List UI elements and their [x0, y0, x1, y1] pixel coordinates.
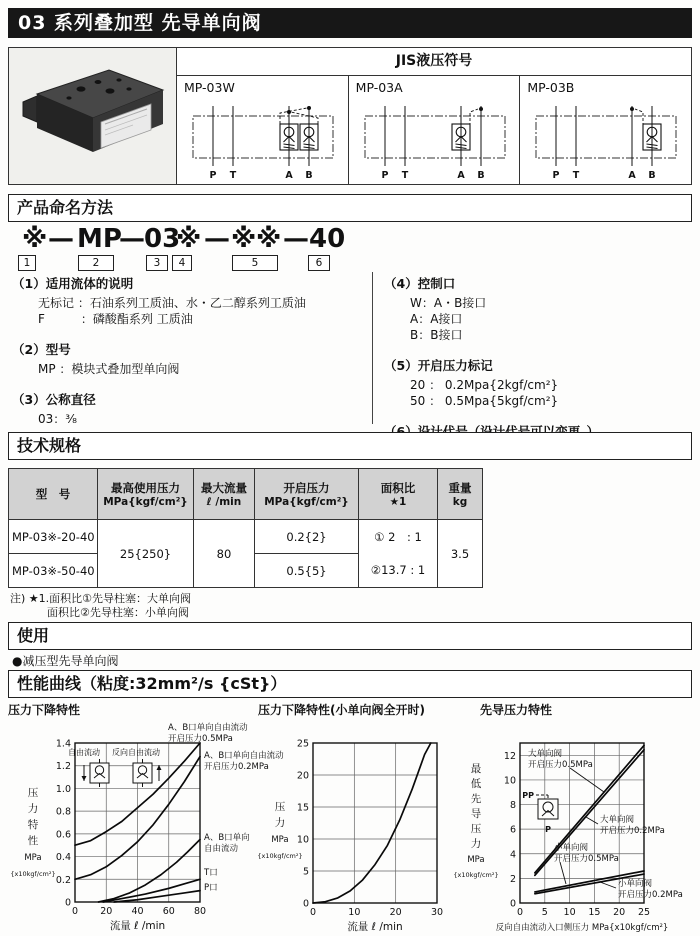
jis-model-label: MP-03W — [184, 80, 235, 95]
svg-text:开启压力0.5MPa: 开启压力0.5MPa — [554, 854, 619, 864]
chart-pressure-drop — [0, 718, 290, 936]
cell-model: MP-03※-20-40 — [9, 520, 98, 554]
code-segment: 40 — [309, 224, 346, 254]
svg-text:导: 导 — [470, 808, 482, 820]
svg-text:5: 5 — [302, 866, 309, 878]
svg-text:压: 压 — [274, 801, 286, 813]
cell-weight: 3.5 — [438, 520, 483, 588]
svg-text:20: 20 — [389, 907, 402, 918]
svg-text:P口: P口 — [204, 883, 218, 893]
svg-text:10: 10 — [348, 907, 361, 918]
svg-text:8: 8 — [509, 800, 516, 812]
svg-text:0: 0 — [516, 907, 524, 918]
section-header-naming: 产品命名方法 — [8, 194, 692, 222]
naming-item-line: B：B接口 — [410, 328, 463, 342]
spec-table — [8, 468, 483, 588]
naming-item-label: （4）控制口 — [384, 276, 456, 291]
code-segment: — — [283, 224, 309, 254]
code-segment: — — [204, 224, 230, 254]
svg-text:性: 性 — [27, 835, 39, 847]
svg-text:开启压力0.2MPa: 开启压力0.2MPa — [204, 762, 269, 772]
svg-text:6: 6 — [509, 824, 516, 836]
naming-items-right — [384, 274, 688, 453]
svg-text:自由流动: 自由流动 — [204, 844, 239, 854]
naming-item-label: （2）型号 — [12, 342, 71, 357]
naming-item-line: W：A・B接口 — [410, 296, 487, 310]
cell-model: MP-03※-50-40 — [9, 554, 98, 588]
hydraulic-symbol-mp03w-icon — [177, 96, 349, 184]
code-box-2: 2 — [78, 255, 114, 271]
svg-text:B: B — [305, 170, 313, 181]
svg-text:10: 10 — [503, 775, 516, 787]
svg-text:大单向阀: 大单向阀 — [528, 749, 563, 759]
code-segment: ※ — [231, 224, 257, 254]
svg-text:A: A — [628, 170, 637, 181]
naming-item-line: F ：磷酸酯系列 工质油 — [38, 312, 193, 326]
svg-text:压: 压 — [27, 787, 39, 799]
svg-text:最: 最 — [470, 763, 482, 775]
svg-text:1.2: 1.2 — [55, 761, 71, 773]
svg-text:0.4: 0.4 — [55, 852, 71, 864]
svg-text:特: 特 — [27, 819, 39, 831]
product-photo — [9, 48, 177, 184]
code-box-6: 6 — [308, 255, 330, 271]
svg-text:MPa: MPa — [467, 855, 485, 865]
cell-cracking: 0.5{5} — [255, 554, 359, 588]
section-header-usage: 使用 — [8, 622, 692, 650]
svg-text:A: A — [285, 170, 293, 181]
svg-text:0: 0 — [509, 898, 516, 910]
jis-cell-mp03a — [349, 76, 521, 184]
svg-text:1.0: 1.0 — [55, 783, 71, 795]
naming-item-line: 无标记 ：石油系列工质油、水・乙二醇系列工质油 — [38, 296, 306, 310]
svg-text:P: P — [552, 170, 560, 181]
svg-text:A、B口单向: A、B口单向 — [204, 833, 250, 843]
svg-text:反向自由流动入口侧压力 MPa{x10kgf/cm²}: 反向自由流动入口侧压力 MPa{x10kgf/cm²} — [495, 923, 669, 933]
svg-text:力: 力 — [274, 817, 286, 829]
chart-pressure-drop-full-open — [253, 718, 468, 936]
svg-text:2: 2 — [509, 873, 516, 885]
svg-text:A: A — [456, 170, 465, 181]
code-segment: — — [48, 224, 74, 254]
col-header-max-flow: 最大流量 ℓ /min — [194, 469, 255, 520]
svg-text:自由流动: 自由流动 — [68, 748, 100, 757]
svg-text:{x10kgf/cm²}: {x10kgf/cm²} — [10, 870, 56, 878]
spec-note-2: 面积比②先导柱塞：小单向阀 — [47, 606, 189, 619]
hydraulic-symbol-mp03b-icon — [520, 96, 692, 184]
code-segment: — — [119, 224, 145, 254]
svg-text:0: 0 — [71, 906, 79, 917]
spec-note-1: 注) ★1.面积比①先导柱塞：大单向阀 — [10, 592, 192, 605]
chart-title-pilot-pressure: 先导压力特性 — [480, 703, 553, 717]
hydraulic-symbol-mp03a-icon — [349, 96, 521, 184]
svg-text:开启压力0.5MPa: 开启压力0.5MPa — [528, 760, 593, 770]
svg-text:A、B口单向自由流动: A、B口单向自由流动 — [204, 751, 284, 761]
code-box-5: 5 — [232, 255, 278, 271]
naming-item-line: 03：³⁄₈ — [38, 412, 77, 426]
naming-items-left — [12, 274, 368, 440]
naming-item-line: 20 ： 0.2Mpa{2kgf/cm²} — [410, 378, 559, 392]
svg-text:0: 0 — [64, 897, 71, 909]
code-segment: ※ — [22, 224, 48, 254]
svg-text:大单向阀: 大单向阀 — [600, 815, 635, 825]
svg-text:25: 25 — [637, 907, 651, 918]
svg-text:PP: PP — [522, 791, 534, 800]
svg-text:先: 先 — [470, 793, 482, 805]
svg-text:P: P — [545, 825, 551, 834]
cell-cracking: 0.2{2} — [255, 520, 359, 554]
svg-text:P: P — [381, 170, 389, 181]
svg-text:开启压力0.2MPa: 开启压力0.2MPa — [600, 826, 665, 836]
svg-text:0.6: 0.6 — [55, 829, 71, 841]
svg-text:20: 20 — [296, 770, 309, 782]
svg-text:小单向阀: 小单向阀 — [554, 843, 589, 853]
svg-text:0.2: 0.2 — [55, 874, 71, 886]
svg-text:力: 力 — [470, 838, 482, 850]
svg-text:{x10kgf/cm²}: {x10kgf/cm²} — [453, 871, 499, 879]
naming-item-label: （1）适用流体的说明 — [12, 276, 134, 291]
svg-text:30: 30 — [430, 907, 444, 918]
code-segment: 03 — [144, 224, 181, 254]
svg-text:T: T — [401, 170, 408, 181]
naming-item — [12, 340, 368, 377]
svg-text:A、B口单向自由流动: A、B口单向自由流动 — [168, 723, 248, 733]
chart-title-pressure-drop: 压力下降特性 — [8, 703, 81, 717]
svg-text:10: 10 — [296, 834, 309, 846]
jis-cell-mp03w — [177, 76, 349, 184]
cell-area-ratio: ① 2 : 1 ②13.7 : 1 — [359, 520, 438, 588]
svg-text:80: 80 — [193, 906, 207, 917]
svg-text:10: 10 — [563, 907, 576, 918]
svg-text:力: 力 — [27, 803, 39, 815]
code-box-1: 1 — [18, 255, 36, 271]
svg-text:MPa: MPa — [271, 835, 289, 845]
svg-text:小单向阀: 小单向阀 — [618, 879, 653, 889]
naming-item — [384, 274, 688, 343]
svg-text:0: 0 — [309, 907, 317, 918]
chart-title-pressure-drop-open: 压力下降特性(小单向阀全开时) — [258, 703, 425, 717]
svg-text:T口: T口 — [204, 868, 218, 878]
svg-text:B: B — [477, 170, 485, 181]
svg-text:流量 ℓ /min: 流量 ℓ /min — [347, 921, 403, 933]
naming-item-label: （3）公称直径 — [12, 392, 96, 407]
svg-text:25: 25 — [296, 738, 309, 750]
col-header-weight: 重量 kg — [438, 469, 483, 520]
svg-text:15: 15 — [588, 907, 601, 918]
naming-item — [12, 390, 368, 427]
jis-header: JIS液压符号 — [177, 48, 691, 76]
col-header-area-ratio: 面积比 ★1 — [359, 469, 438, 520]
jis-cell-mp03b — [520, 76, 691, 184]
svg-text:12: 12 — [503, 750, 516, 762]
naming-item — [12, 274, 368, 327]
col-header-max-pressure: 最高使用压力 MPa{kgf/cm²} — [98, 469, 194, 520]
naming-item-line: 50 ： 0.5Mpa{5kgf/cm²} — [410, 394, 559, 408]
code-segment: MP — [77, 224, 122, 254]
usage-bullet: ●减压型先导单向阀 — [12, 654, 119, 668]
jis-model-label: MP-03B — [527, 80, 575, 95]
naming-item-label: （5）开启压力标记 — [384, 358, 493, 373]
chart-pilot-pressure — [452, 716, 700, 936]
cell-max-pressure: 25{250} — [98, 520, 194, 588]
jis-right-panel — [177, 48, 691, 184]
svg-text:20: 20 — [100, 906, 113, 917]
naming-item-line: MP ：模块式叠加型单向阀 — [38, 362, 180, 376]
svg-text:低: 低 — [470, 778, 482, 790]
code-box-3: 3 — [146, 255, 168, 271]
col-header-cracking-pressure: 开启压力 MPa{kgf/cm²} — [255, 469, 359, 520]
jis-model-label: MP-03A — [355, 80, 403, 95]
svg-text:反向自由流动: 反向自由流动 — [112, 748, 160, 757]
table-row — [9, 520, 483, 554]
svg-text:5: 5 — [541, 907, 548, 918]
svg-text:20: 20 — [613, 907, 626, 918]
svg-text:MPa: MPa — [24, 853, 42, 863]
section-header-specs: 技术规格 — [8, 432, 692, 460]
code-segment: ※ — [176, 224, 202, 254]
svg-text:B: B — [648, 170, 656, 181]
cell-max-flow: 80 — [194, 520, 255, 588]
svg-text:4: 4 — [509, 849, 516, 861]
code-segment: ※ — [256, 224, 282, 254]
svg-text:开启压力0.5MPa: 开启压力0.5MPa — [168, 734, 233, 744]
col-header-model: 型 号 — [9, 469, 98, 520]
svg-text:流量 ℓ /min: 流量 ℓ /min — [109, 920, 166, 932]
svg-text:T: T — [229, 170, 237, 181]
svg-text:T: T — [573, 170, 580, 181]
svg-text:0.8: 0.8 — [55, 806, 71, 818]
svg-text:1.4: 1.4 — [55, 738, 71, 750]
naming-item — [384, 356, 688, 409]
section-header-curves: 性能曲线（粘度:32mm²/s {cSt}） — [8, 670, 692, 698]
jis-symbol-table — [8, 47, 692, 185]
svg-text:P: P — [209, 170, 217, 181]
svg-text:{x10kgf/cm²}: {x10kgf/cm²} — [257, 852, 303, 860]
svg-text:40: 40 — [131, 906, 144, 917]
svg-text:15: 15 — [296, 802, 309, 814]
page-title: 03 系列叠加型 先导单向阀 — [8, 8, 692, 38]
svg-text:60: 60 — [162, 906, 175, 917]
column-divider — [372, 272, 373, 424]
valve-photo-illustration — [9, 48, 175, 183]
naming-item-line: A：A接口 — [410, 312, 463, 326]
code-box-4: 4 — [172, 255, 192, 271]
svg-text:0: 0 — [302, 898, 309, 910]
svg-text:压: 压 — [470, 823, 482, 835]
svg-text:开启压力0.2MPa: 开启压力0.2MPa — [618, 890, 683, 900]
